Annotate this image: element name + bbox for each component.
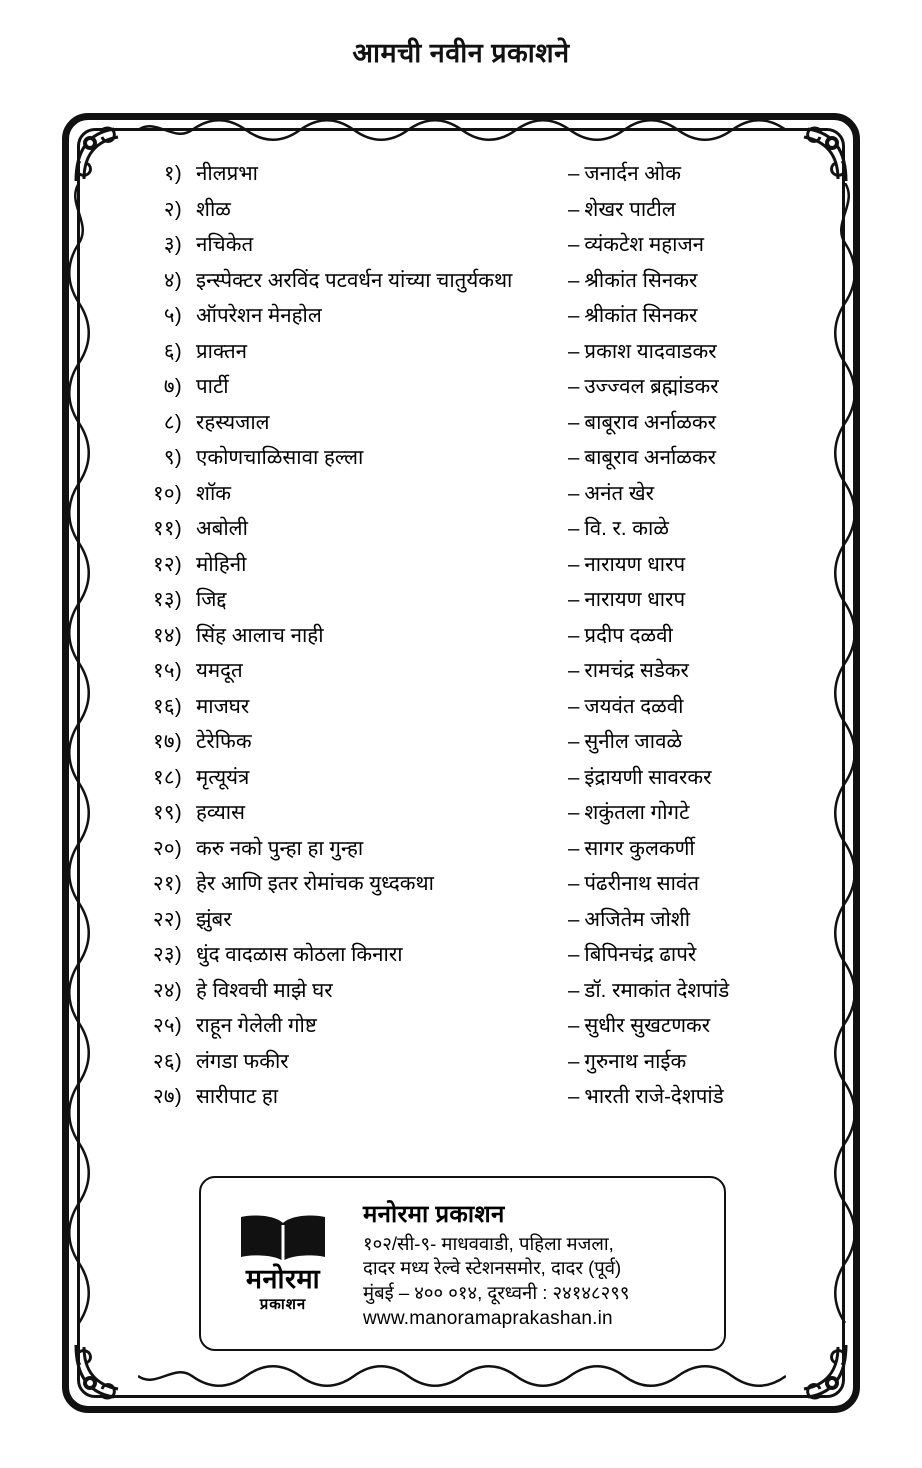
book-title: सारीपाट हा <box>196 1085 279 1108</box>
edge-ornament-icon <box>138 117 786 143</box>
book-list-item <box>120 940 820 976</box>
book-author-name: जनार्दन ओक <box>584 162 681 185</box>
book-author-name: प्रकाश यादवाडकर <box>584 339 717 363</box>
corner-ornament-icon <box>70 1339 136 1405</box>
book-title: सिंह आलाच नाही <box>196 623 324 647</box>
book-author <box>568 408 820 436</box>
book-number: १८) <box>152 765 182 789</box>
book-number: २५) <box>152 1014 182 1037</box>
book-author-name: बाबूराव अर्नाळकर <box>584 410 716 434</box>
book-list-item <box>120 621 820 657</box>
book-author <box>568 514 820 542</box>
book-title: इन्स्पेक्टर अरविंद पटवर्धन यांच्या चातुर्यकथा <box>196 268 513 292</box>
book-list-item <box>120 1047 820 1083</box>
book-author-name: नारायण धारप <box>584 588 686 611</box>
author-dash: – <box>568 552 580 576</box>
author-dash: – <box>568 197 580 221</box>
book-list-item <box>120 798 820 834</box>
author-dash: – <box>568 339 580 363</box>
book-number: ८) <box>163 410 182 434</box>
book-list-item <box>120 443 820 479</box>
book-number: २६) <box>152 1049 182 1073</box>
book-title: शॉक <box>196 481 231 505</box>
book-author-name: उज्ज्वल ब्रह्मांडकर <box>584 375 719 398</box>
author-dash: – <box>568 410 580 434</box>
book-title: पार्टी <box>196 375 229 398</box>
book-author <box>568 372 820 400</box>
book-author-name: भारती राजे-देशपांडे <box>584 1085 724 1108</box>
book-author-name: सागर कुलकर्णी <box>584 836 695 860</box>
author-dash: – <box>568 517 580 540</box>
author-dash: – <box>568 765 580 789</box>
book-number: १०) <box>152 481 182 505</box>
book-list-item <box>120 301 820 337</box>
book-author-name: श्रीकांत सिनकर <box>584 304 698 327</box>
book-title: हेर आणि इतर रोमांचक युध्दकथा <box>196 872 434 895</box>
book-number: २३) <box>152 943 182 966</box>
book-number: २२) <box>152 907 182 931</box>
book-author-name: बिपिनचंद्र ढापरे <box>584 943 697 966</box>
book-title: टेरेफिक <box>196 730 252 753</box>
book-list-item <box>120 337 820 373</box>
book-title: करु नको पुन्हा हा गुन्हा <box>196 836 364 860</box>
book-number: ३) <box>163 233 182 256</box>
book-number: २७) <box>152 1085 182 1108</box>
book-author <box>568 905 820 933</box>
book-author-name: व्यंकटेश महाजन <box>584 233 705 256</box>
page-title: आमची नवीन प्रकाशने <box>352 38 570 68</box>
publisher-logo <box>201 1213 359 1314</box>
book-author <box>568 834 820 862</box>
book-author-name: बाबूराव अर्नाळकर <box>584 446 716 469</box>
book-author-name: सुनील जावळे <box>584 730 683 753</box>
author-dash: – <box>568 446 580 469</box>
publisher-name: मनोरमा प्रकाशन <box>363 1200 505 1228</box>
book-author <box>568 692 820 720</box>
book-author <box>568 940 820 968</box>
book-number: ६) <box>163 339 182 363</box>
book-author <box>568 550 820 578</box>
book-title: हे विश्वची माझे घर <box>196 978 333 1002</box>
open-book-icon <box>235 1213 331 1263</box>
edge-ornament-icon <box>138 1363 786 1389</box>
publisher-logo-sub: प्रकाशन <box>259 1296 307 1314</box>
book-author <box>568 479 820 507</box>
book-list-item <box>120 976 820 1012</box>
book-number: १६) <box>152 694 182 718</box>
book-author <box>568 621 820 649</box>
book-title: मोहिनी <box>196 552 247 576</box>
author-dash: – <box>568 659 580 682</box>
corner-ornament-icon <box>786 1339 852 1405</box>
book-list-item <box>120 266 820 302</box>
book-title: मृत्यूयंत्र <box>196 765 250 789</box>
book-title: रहस्यजाल <box>196 410 270 434</box>
author-dash: – <box>568 836 580 860</box>
author-dash: – <box>568 694 580 718</box>
book-number: १४) <box>152 623 182 647</box>
author-dash: – <box>568 623 580 647</box>
author-dash: – <box>568 375 580 398</box>
book-number: २) <box>163 197 182 221</box>
book-title: माजघर <box>196 694 250 718</box>
book-number: २४) <box>152 978 182 1002</box>
book-author-name: प्रदीप दळवी <box>584 623 673 647</box>
book-list-item <box>120 656 820 692</box>
author-dash: – <box>568 907 580 931</box>
book-author <box>568 266 820 294</box>
book-title: अबोली <box>196 517 248 540</box>
book-list-item <box>120 727 820 763</box>
book-author-name: पंढरीनाथ सावंत <box>584 872 700 895</box>
author-dash: – <box>568 1014 580 1037</box>
book-author-name: डॉ. रमाकांत देशपांडे <box>584 978 730 1002</box>
book-author <box>568 301 820 329</box>
book-title: धुंद वादळास कोठला किनारा <box>196 943 403 966</box>
book-list-item <box>120 585 820 621</box>
book-title: ऑपरेशन मेनहोल <box>196 304 322 327</box>
book-number: १) <box>163 162 182 185</box>
book-list <box>120 159 820 1118</box>
book-list-item <box>120 372 820 408</box>
publisher-info <box>359 1197 724 1331</box>
book-list-item <box>120 905 820 941</box>
author-dash: – <box>568 801 580 824</box>
book-author-name: रामचंद्र सडेकर <box>584 659 689 682</box>
book-number: १२) <box>152 552 182 576</box>
author-dash: – <box>568 588 580 611</box>
book-author <box>568 656 820 684</box>
publisher-address-line-1: १०२/सी-९- माधववाडी, पहिला मजला, <box>363 1232 614 1254</box>
author-dash: – <box>568 978 580 1002</box>
author-dash: – <box>568 1085 580 1108</box>
author-dash: – <box>568 162 580 185</box>
author-dash: – <box>568 1049 580 1073</box>
book-title: झुंबर <box>196 907 232 931</box>
book-author <box>568 869 820 897</box>
book-list-item <box>120 1082 820 1118</box>
book-number: १३) <box>152 588 182 611</box>
book-number: १९) <box>152 801 182 824</box>
book-author-name: अजितेम जोशी <box>584 907 690 931</box>
book-number: २१) <box>152 872 182 895</box>
book-author-name: अनंत खेर <box>584 481 654 505</box>
book-number: ११) <box>152 517 182 540</box>
author-dash: – <box>568 943 580 966</box>
author-dash: – <box>568 268 580 292</box>
book-title: लंगडा फकीर <box>196 1049 289 1073</box>
book-author <box>568 443 820 471</box>
author-dash: – <box>568 481 580 505</box>
edge-ornament-icon <box>66 183 92 1343</box>
book-author <box>568 230 820 258</box>
book-author <box>568 1047 820 1075</box>
book-list-item <box>120 408 820 444</box>
book-list-item <box>120 230 820 266</box>
book-list-item <box>120 159 820 195</box>
book-title: नीलप्रभा <box>196 162 258 185</box>
author-dash: – <box>568 872 580 895</box>
book-title: जिद्द <box>196 588 227 611</box>
publisher-address-line-3: मुंबई – ४०० ०१४, दूरध्वनी : २४१४८२९९ <box>363 1281 630 1303</box>
book-number: ४) <box>163 268 182 292</box>
book-list-item <box>120 763 820 799</box>
publisher-box <box>199 1176 726 1351</box>
book-author-name: नारायण धारप <box>584 552 686 576</box>
book-list-item <box>120 869 820 905</box>
book-author-name: शकुंतला गोगटे <box>584 801 690 824</box>
book-number: ५) <box>163 304 182 327</box>
book-author <box>568 1011 820 1039</box>
book-list-item <box>120 514 820 550</box>
book-title: शीळ <box>196 197 231 221</box>
publisher-address-line-2: दादर मध्य रेल्वे स्टेशनसमोर, दादर (पूर्व) <box>363 1257 622 1279</box>
book-title: प्राक्तन <box>196 339 248 363</box>
book-number: १५) <box>152 659 182 682</box>
book-title: एकोणचाळिसावा हल्ला <box>196 446 364 469</box>
book-list-item <box>120 1011 820 1047</box>
book-title: हव्यास <box>196 801 245 824</box>
book-author <box>568 976 820 1004</box>
book-author-name: शेखर पाटील <box>584 197 676 221</box>
book-number: १७) <box>152 730 182 753</box>
book-list-item <box>120 195 820 231</box>
book-number: ७) <box>163 375 182 398</box>
book-author-name: सुधीर सुखटणकर <box>584 1014 711 1037</box>
book-author-name: श्रीकांत सिनकर <box>584 268 698 292</box>
book-author <box>568 337 820 365</box>
book-number: २०) <box>152 836 182 860</box>
book-author <box>568 763 820 791</box>
book-list-item <box>120 550 820 586</box>
book-author <box>568 195 820 223</box>
book-author-name: गुरुनाथ नाईक <box>584 1049 687 1073</box>
book-author <box>568 727 820 755</box>
book-title: यमदूत <box>196 659 243 682</box>
book-author <box>568 798 820 826</box>
publisher-website[interactable]: www.manoramaprakashan.in <box>363 1308 613 1330</box>
book-title: नचिकेत <box>196 233 254 256</box>
book-author <box>568 585 820 613</box>
edge-ornament-icon <box>832 183 858 1343</box>
book-list-item <box>120 834 820 870</box>
book-author <box>568 1082 820 1110</box>
book-number: ९) <box>163 446 182 469</box>
book-title: राहून गेलेली गोष्ट <box>196 1014 317 1037</box>
book-author-name: जयवंत दळवी <box>584 694 684 718</box>
book-author <box>568 159 820 187</box>
author-dash: – <box>568 304 580 327</box>
book-list-item <box>120 479 820 515</box>
publisher-logo-name: मनोरमा <box>245 1263 321 1294</box>
book-author-name: वि. र. काळे <box>584 517 669 540</box>
author-dash: – <box>568 233 580 256</box>
book-list-item <box>120 692 820 728</box>
author-dash: – <box>568 730 580 753</box>
book-author-name: इंद्रायणी सावरकर <box>584 765 712 789</box>
